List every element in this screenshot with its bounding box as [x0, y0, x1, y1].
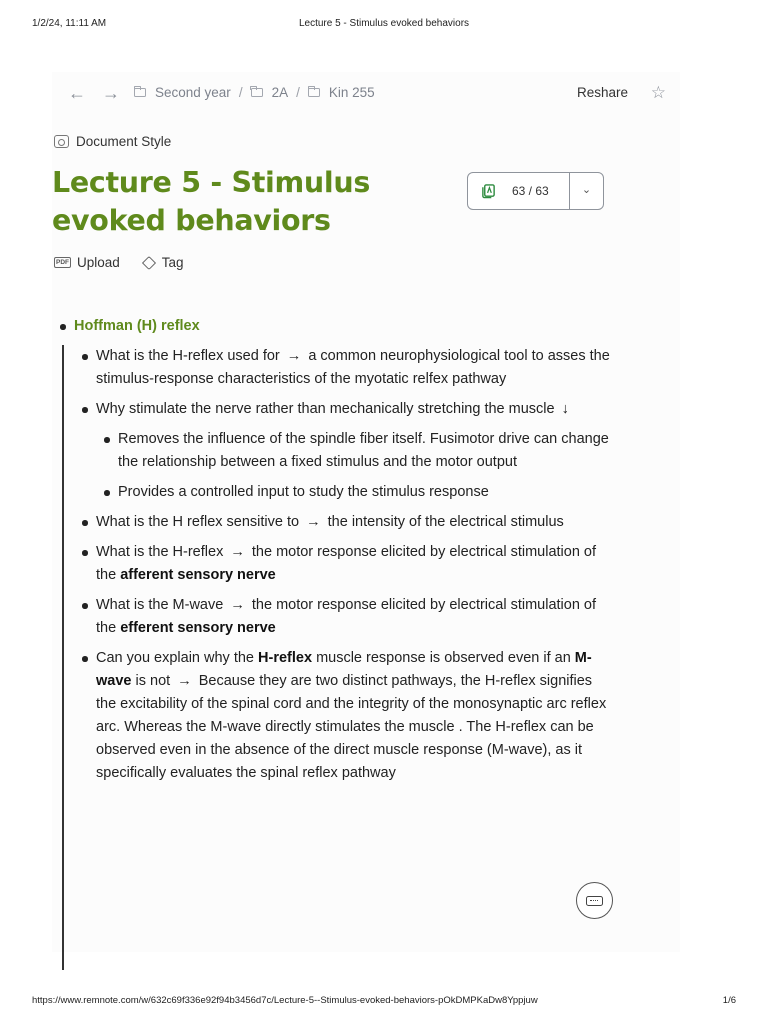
rem-question: What is the H-reflex used for — [96, 348, 280, 364]
tag-label: Tag — [161, 255, 184, 270]
breadcrumb-separator: / — [238, 85, 243, 100]
breadcrumb-label: Second year — [155, 85, 231, 100]
bullet[interactable] — [82, 354, 88, 360]
breadcrumb-separator: / — [296, 85, 300, 100]
bullet[interactable] — [60, 324, 66, 330]
flashcard-rem[interactable] — [52, 541, 612, 587]
folder-icon — [134, 88, 146, 97]
bullet[interactable] — [82, 550, 88, 556]
document-page — [52, 72, 680, 952]
down-arrow-icon: ↓ — [561, 401, 569, 417]
rem-answer-bold: afferent sensory nerve — [120, 567, 276, 583]
breadcrumb-label: Kin 255 — [328, 85, 375, 100]
rem-question: Why stimulate the nerve rather than mechanically stretching the muscle — [96, 401, 555, 417]
rem-answer-bold: efferent sensory nerve — [120, 620, 276, 636]
rem-answer: Because they are two distinct pathways, the H-reflex signifies the excitability of the spinal cord and the integrity of the monosynaptic arc reflex arc. Whereas the M-wave directly stimulates the muscle . The H-reflex can be observed even in the absence of the direct muscle response (M-wave), as it specifically evaluates the spinal reflex pathway — [96, 673, 607, 781]
rem-question: Can you explain why the — [96, 650, 254, 666]
flashcard-count: 63 / 63 — [512, 184, 549, 198]
document-style-label: Document Style — [76, 134, 172, 149]
breadcrumb-kin-255[interactable] — [308, 85, 375, 100]
breadcrumb-label: 2A — [271, 85, 289, 100]
print-datetime: 1/2/24, 11:11 AM — [32, 18, 107, 29]
bullet[interactable] — [82, 520, 88, 526]
keyboard-icon — [586, 896, 603, 906]
flashcard-rem[interactable] — [52, 511, 612, 534]
bullet[interactable] — [104, 490, 110, 496]
flashcards-icon — [481, 183, 496, 199]
rem-question-bold: H-reflex — [258, 650, 313, 666]
flashcard-rem[interactable] — [52, 398, 612, 504]
rem-question: muscle response is observed even if an — [316, 650, 571, 666]
document-style-button[interactable] — [54, 134, 171, 149]
upload-label: Upload — [77, 255, 120, 270]
breadcrumb-2a[interactable] — [251, 85, 289, 100]
rem-text: Provides a controlled input to study the stimulus response — [118, 484, 489, 500]
flashcard-rem[interactable] — [52, 647, 612, 785]
list-item[interactable] — [52, 481, 612, 504]
document-actions — [54, 255, 208, 270]
forward-arrow-icon: → — [286, 348, 302, 364]
forward-arrow-icon: → — [177, 673, 192, 689]
arrow-left-icon[interactable]: ← — [68, 83, 86, 103]
forward-arrow-icon: → — [306, 514, 321, 530]
folder-icon — [308, 88, 320, 97]
bullet[interactable] — [82, 603, 88, 609]
page-title[interactable]: Lecture 5 - Stimulus evoked behaviors — [52, 166, 371, 237]
bullet[interactable] — [82, 656, 88, 662]
print-header — [32, 18, 736, 32]
rem-text: Removes the influence of the spindle fiber itself. Fusimotor drive can change the relationship between a fixed stimulus and the motor output — [118, 431, 609, 470]
pdf-icon: PDF — [56, 259, 69, 266]
star-icon[interactable]: ☆ — [650, 83, 666, 102]
rem-question: What is the H reflex sensitive to — [96, 514, 300, 530]
rem-answer: the motor response elicited by electrical stimulation of the — [96, 544, 597, 583]
print-page-title: Lecture 5 - Stimulus evoked behaviors — [298, 18, 470, 29]
bullet[interactable] — [104, 437, 110, 443]
forward-arrow-icon: → — [230, 597, 245, 613]
bullet[interactable] — [82, 407, 88, 413]
rem-question: is not — [135, 673, 171, 689]
print-url: https://www.remnote.com/w/632c69f336e92f94b3456d7c/Lecture-5--Stimulus-evoked-behaviors-pOkDMPKaDw8Yppjuw — [32, 995, 538, 1006]
flashcard-practice-widget[interactable] — [467, 172, 604, 210]
rem-question: What is the H-reflex — [96, 544, 224, 560]
rem-question-bold: M-wave — [96, 650, 592, 689]
list-item[interactable] — [52, 428, 612, 474]
rem-answer: the intensity of the electrical stimulus — [327, 514, 564, 530]
tag-button[interactable] — [144, 255, 184, 270]
forward-arrow-icon: → — [230, 544, 245, 560]
flashcard-rem[interactable] — [52, 594, 612, 640]
breadcrumb — [134, 85, 375, 100]
rem-heading-text: Hoffman (H) reflex — [74, 318, 200, 334]
breadcrumb-second-year[interactable] — [134, 85, 231, 100]
chevron-down-icon[interactable]: ⌄ — [581, 184, 592, 196]
print-footer — [32, 995, 736, 1009]
rem-question: What is the M-wave — [96, 597, 224, 613]
tag-icon — [142, 255, 156, 269]
print-page-number: 1/6 — [722, 995, 736, 1006]
rem-heading[interactable] — [52, 315, 612, 338]
rem-answer: the motor response elicited by electrical stimulation of the — [96, 597, 597, 636]
folder-icon — [251, 88, 263, 97]
reshare-button[interactable]: Reshare — [576, 85, 628, 100]
rem-children — [52, 345, 612, 785]
rem-children — [96, 428, 612, 504]
arrow-right-icon[interactable]: → — [102, 83, 120, 103]
rem-answer: a common neurophysiological tool to asses the stimulus-response characteristics of the myotatic relfex pathway — [96, 348, 610, 387]
upload-button[interactable] — [54, 255, 120, 270]
palette-icon — [54, 135, 69, 148]
document-outline — [52, 315, 612, 792]
flashcard-rem[interactable] — [52, 345, 612, 391]
top-bar — [52, 72, 680, 116]
keyboard-shortcuts-button[interactable] — [576, 882, 613, 919]
